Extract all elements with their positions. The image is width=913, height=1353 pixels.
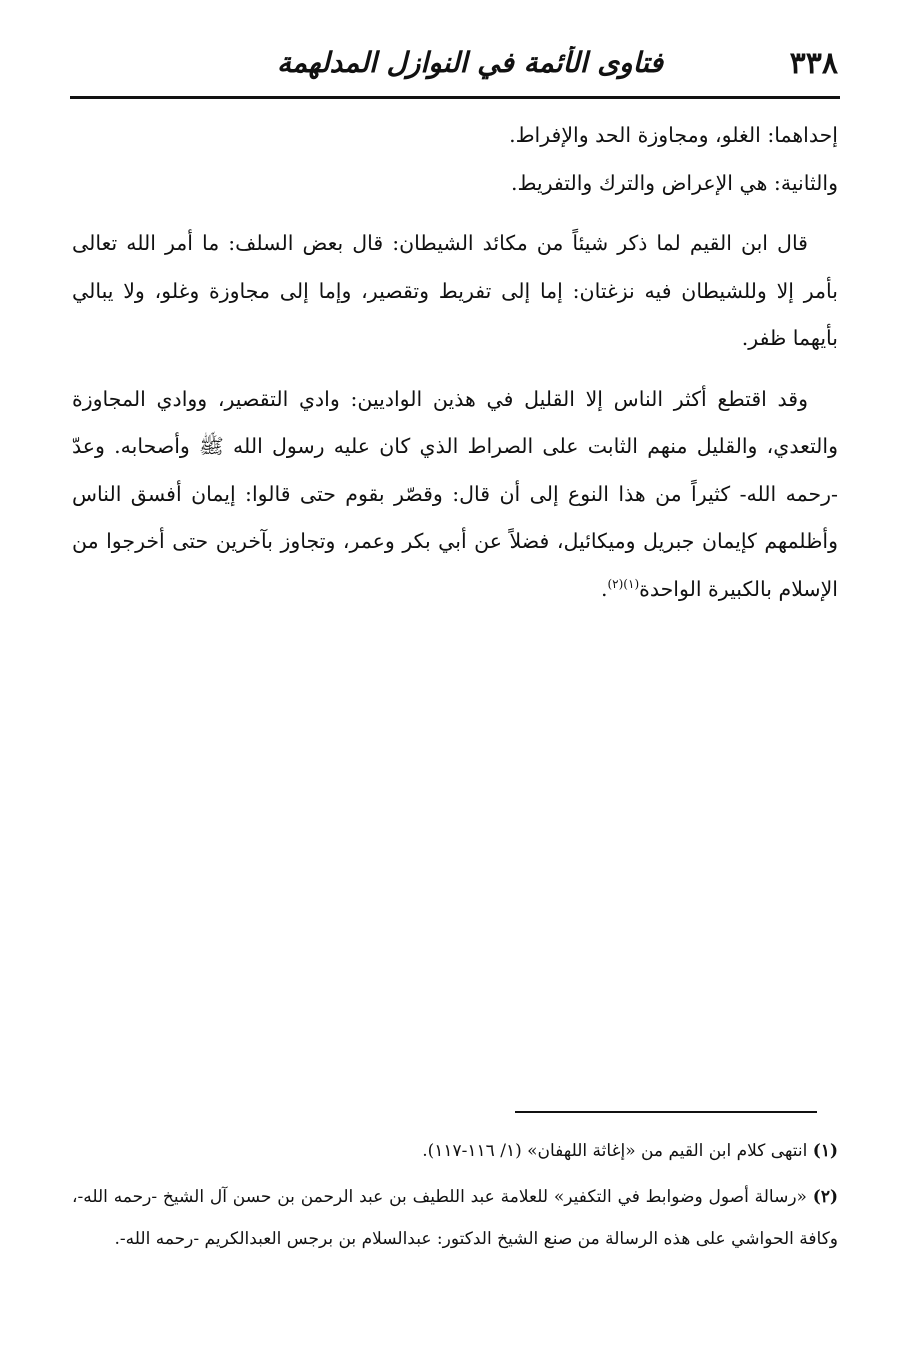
footnote-2-text: «رسالة أصول وضوابط في التكفير» للعلامة عبد اللطيف بن عبد الرحمن بن حسن آل الشيخ -رحمه الله-، وكافة الحواشي على هذه الرسالة من صنع الشيخ الدكتور: عبدالسلام بن برجس العبدالكريم -رحمه الله-. [72, 1187, 838, 1249]
footnote-references[interactable]: (١)(٢) [607, 576, 640, 591]
page-number: ٣٣٨ [789, 46, 838, 81]
running-title: فتاوى الأئمة في النوازل المدلهمة [276, 46, 664, 79]
footnotes [72, 1130, 838, 1260]
paragraph-two-valleys-text: وقد اقتطع أكثر الناس إلا القليل في هذين الواديين: وادي التقصير، ووادي المجاوزة والتعدي، والقليل منهم الثابت على الصراط الذي كان عليه رسول الله ﷺ وأصحابه. وعدّ -رحمه الله- كثيراً من هذا النوع إلى أن قال: وقصّر بقوم حتى قالوا: إيمان أفسق الناس وأظلمهم كإيمان جبريل وميكائيل، فضلاً عن أبي بكر وعمر، وتجاوز بآخرين حتى أخرجوا من الإسلام بالكبيرة الواحدة [72, 386, 838, 601]
footnote-1-text: انتهى كلام ابن القيم من «إغاثة اللهفان» (١/ ١١٦-١١٧). [422, 1141, 808, 1161]
paragraph-two-valleys [72, 376, 838, 614]
footnote-2 [72, 1176, 838, 1260]
page-header [70, 40, 840, 99]
paragraph-end-period: . [600, 576, 608, 601]
footnote-1 [72, 1130, 838, 1172]
footnote-2-number: (٢) [812, 1187, 839, 1207]
main-text [72, 112, 838, 626]
paragraph-second-issue: والثانية: هي الإعراض والترك والتفريط. [510, 170, 838, 195]
footnote-separator [515, 1111, 817, 1113]
paragraph-ibn-qayyim-quote: قال ابن القيم لما ذكر شيئاً من مكائد الشيطان: قال بعض السلف: ما أمر الله تعالى بأمر إلا وللشيطان فيه نزغتان: إما إلى تفريط وتقصير، وإما إلى مجاوزة وغلو، ولا يبالي بأيهما ظفر. [72, 231, 838, 350]
footnote-1-number: (١) [812, 1141, 838, 1161]
paragraph-first-issue: إحداهما: الغلو، ومجاوزة الحد والإفراط. [509, 123, 838, 147]
